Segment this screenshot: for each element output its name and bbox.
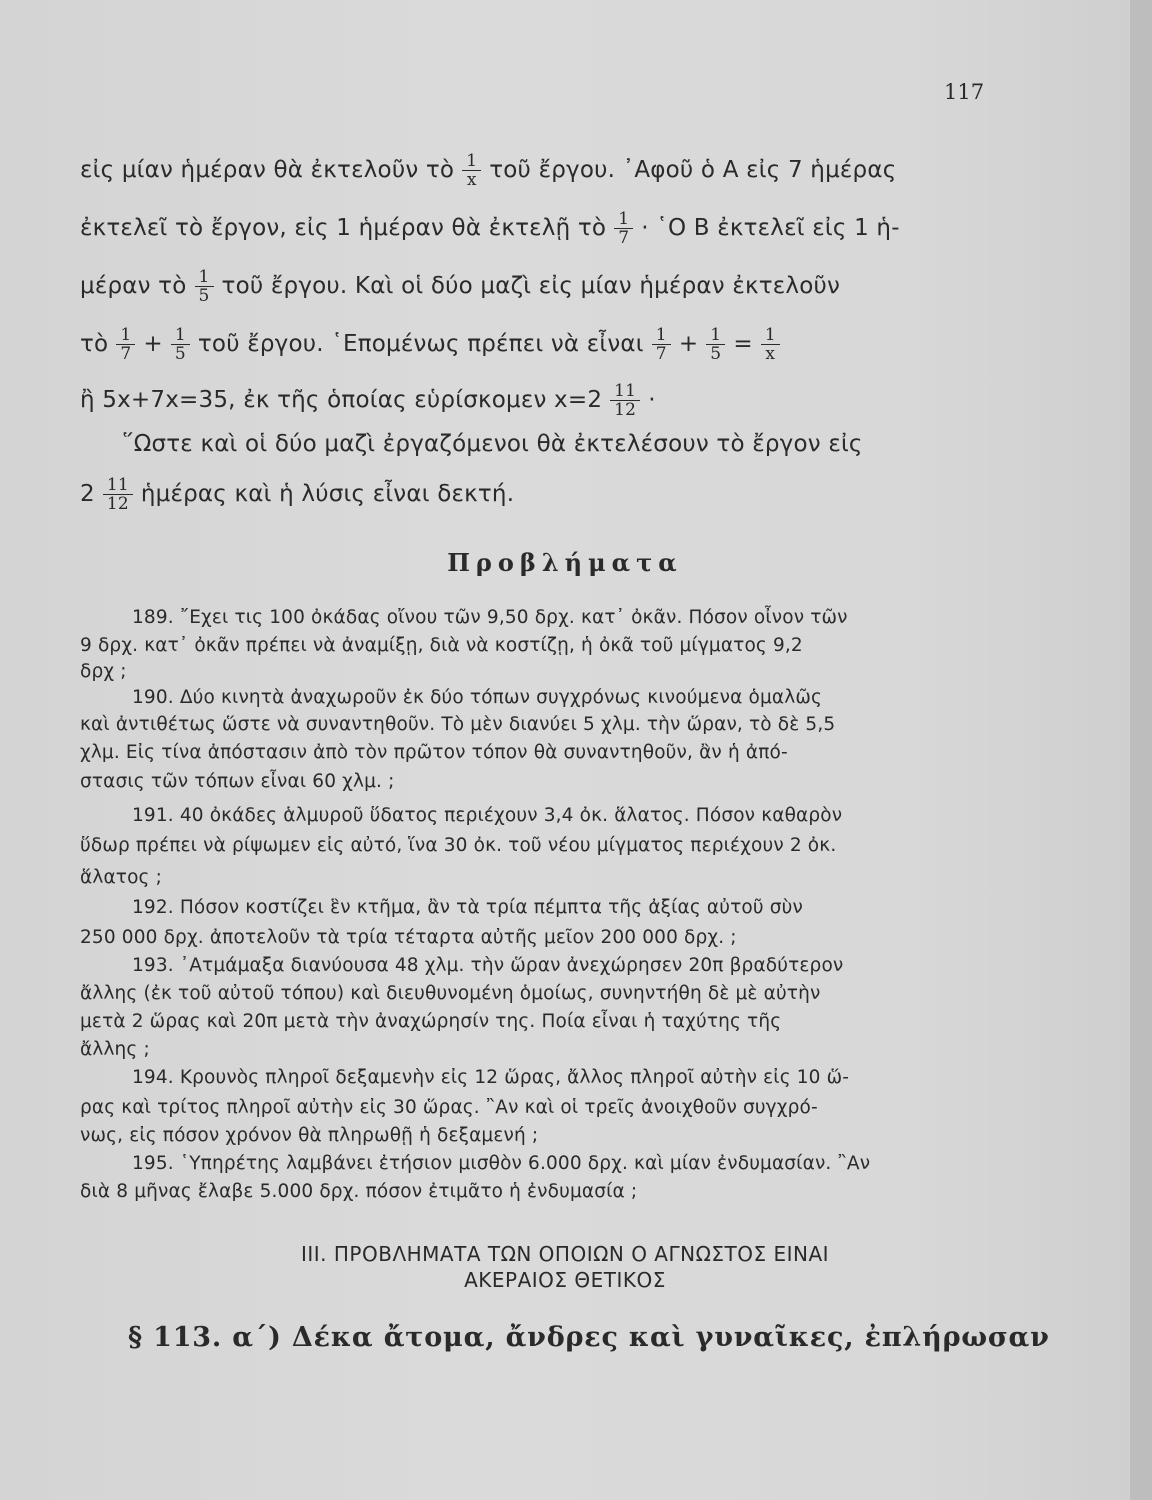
denominator: 5 (710, 344, 722, 364)
fraction (614, 210, 633, 247)
text: τὸ (80, 331, 109, 357)
section-title: Προβλήματα (447, 548, 683, 577)
fraction (706, 326, 725, 363)
denominator: 7 (618, 228, 630, 248)
numerator: 1 (761, 326, 780, 345)
paragraph-heading: § 113. α΄) Δέκα ἄτομα, ἄνδρες καὶ γυναῖκες, ἐπλήρωσαν (128, 1322, 1050, 1353)
problem-line: διὰ 8 μῆνας ἔλαβε 5.000 δρχ. πόσον ἐτιμᾶτο ἡ ἐνδυμασία ; (80, 1181, 638, 1202)
denominator: 7 (120, 344, 132, 364)
problem-line: δρχ ; (80, 661, 127, 682)
numerator: 11 (610, 382, 640, 401)
text: ἡμέρας καὶ ἡ λύσις εἶναι δεκτή. (140, 481, 515, 507)
denominator: 5 (198, 286, 210, 306)
problem-line: ὕδωρ πρέπει νὰ ρίψωμεν εἰς αὐτό, ἵνα 30 ὀκ. τοῦ νέου μίγματος περιέχουν 2 ὀκ. (80, 835, 837, 856)
denominator: x (466, 170, 477, 190)
problem-line: καὶ ἀντιθέτως ὥστε νὰ συναντηθοῦν. Τὸ μὲν διανύει 5 χλμ. τὴν ὥραν, τὸ δὲ 5,5 (80, 714, 836, 735)
numerator: 1 (195, 268, 214, 287)
denominator: 5 (174, 344, 186, 364)
problem-line: 194. Κρουνὸς πληροῖ δεξαμενὴν εἰς 12 ὥρας, ἄλλος πληροῖ αὐτὴν εἰς 10 ὥ- (132, 1067, 850, 1088)
fraction (103, 476, 133, 513)
fraction (610, 382, 640, 419)
chapter-heading-line-2: ΑΚΕΡΑΙΟΣ ΘΕΤΙΚΟΣ (464, 1268, 666, 1292)
problem-line: ἄλλης (ἐκ τοῦ αὐτοῦ τόπου) καὶ διευθυνομένη ὁμοίως, συνηντήθη δὲ μὲ αὐτὴν (80, 983, 821, 1004)
text: τοῦ ἔργου. ῾Επομένως πρέπει νὰ εἶναι (197, 331, 644, 357)
text-line-3 (80, 268, 840, 305)
numerator: 1 (116, 326, 135, 345)
numerator: 1 (614, 210, 633, 229)
problem-line: 189. ῎Εχει τις 100 ὀκάδας οἴνου τῶν 9,50 δρχ. κατ᾿ ὀκᾶν. Πόσον οἶνον τῶν (132, 607, 848, 628)
fraction (171, 326, 190, 363)
denominator: x (765, 344, 776, 364)
text-line-1 (80, 152, 896, 189)
plus-sign: + (143, 331, 163, 357)
problem-line: 192. Πόσον κοστίζει ἓν κτῆμα, ἂν τὰ τρία πέμπτα τῆς ἀξίας αὐτοῦ σὺν (132, 897, 803, 918)
problem-line: 195. ῾Υπηρέτης λαμβάνει ἐτήσιον μισθὸν 6.000 δρχ. καὶ μίαν ἐνδυμασίαν. ῍Αν (132, 1153, 871, 1174)
problem-line: 250 000 δρχ. ἀποτελοῦν τὰ τρία τέταρτα αὐτῆς μεῖον 200 000 δρχ. ; (80, 927, 737, 948)
denominator: 12 (614, 400, 637, 420)
problem-line: 193. ᾿Ατμάμαξα διανύουσα 48 χλμ. τὴν ὥραν ἀνεχώρησεν 20π βραδύτερον (132, 955, 844, 976)
numerator: 1 (652, 326, 671, 345)
numerator: 11 (103, 476, 133, 495)
chapter-heading-line-1: III. ΠΡΟΒΛΗΜΑΤΑ ΤΩΝ ΟΠΟΙΩΝ Ο ΑΓΝΩΣΤΟΣ ΕΙΝΑΙ (300, 1242, 830, 1266)
page-edge (1130, 0, 1152, 1500)
text: · ῾Ο Β ἐκτελεῖ εἰς 1 ἡ- (641, 215, 900, 241)
numerator: 1 (462, 152, 481, 171)
numerator: 1 (171, 326, 190, 345)
fraction (652, 326, 671, 363)
text: τοῦ ἔργου. ᾿Αφοῦ ὁ Α εἰς 7 ἡμέρας (489, 157, 897, 183)
text-line-5 (80, 382, 656, 419)
fraction (462, 152, 481, 189)
text: ἐκτελεῖ τὸ ἔργον, εἰς 1 ἡμέραν θὰ ἐκτελῇ τὸ (80, 215, 607, 241)
fraction (761, 326, 780, 363)
text: 2 (80, 481, 95, 507)
fraction (195, 268, 214, 305)
text-line-6: ῞Ωστε καὶ οἱ δύο μαζὶ ἐργαζόμενοι θὰ ἐκτελέσουν τὸ ἔργον εἰς (122, 431, 863, 457)
text-line-2 (80, 210, 900, 247)
page-number: 117 (944, 80, 985, 104)
denominator: 12 (106, 494, 129, 514)
problem-line: ἄλλης ; (80, 1039, 150, 1060)
problem-line: ρας καὶ τρίτος πληροῖ αὐτὴν εἰς 30 ὥρας. ῍Αν καὶ οἱ τρεῖς ἀνοιχθοῦν συγχρό- (80, 1097, 818, 1118)
text: · (648, 387, 656, 413)
problem-line: νως, εἰς πόσον χρόνον θὰ πληρωθῇ ἡ δεξαμενή ; (80, 1125, 539, 1146)
problem-line: 191. 40 ὀκάδες ἁλμυροῦ ὕδατος περιέχουν 3,4 ὀκ. ἅλατος. Πόσον καθαρὸν (132, 805, 843, 826)
text-line-7 (80, 476, 514, 513)
text: τοῦ ἔργου. Καὶ οἱ δύο μαζὶ εἰς μίαν ἡμέραν ἐκτελοῦν (221, 273, 841, 299)
numerator: 1 (706, 326, 725, 345)
problem-line: 190. Δύο κινητὰ ἀναχωροῦν ἐκ δύο τόπων συγχρόνως κινούμενα ὁμαλῶς (132, 687, 822, 708)
problem-line: ἅλατος ; (80, 867, 162, 888)
plus-sign: + (678, 331, 699, 357)
text: εἰς μίαν ἡμέραν θὰ ἐκτελοῦν τὸ (80, 157, 455, 183)
equals-sign: = (733, 331, 753, 357)
problem-line: μετὰ 2 ὥρας καὶ 20π μετὰ τὴν ἀναχώρησίν της. Ποία εἶναι ἡ ταχύτης τῆς (80, 1011, 782, 1032)
problem-line: στασις τῶν τόπων εἶναι 60 χλμ. ; (80, 771, 395, 792)
text: μέραν τὸ (80, 273, 187, 299)
fraction (116, 326, 135, 363)
problem-line: 9 δρχ. κατ᾿ ὀκᾶν πρέπει νὰ ἀναμίξῃ, διὰ νὰ κοστίζῃ, ἡ ὀκᾶ τοῦ μίγματος 9,2 (80, 635, 803, 656)
problem-line: χλμ. Εἰς τίνα ἀπόστασιν ἀπὸ τὸν πρῶτον τόπον θὰ συναντηθοῦν, ἂν ἡ ἀπό- (80, 742, 788, 763)
denominator: 7 (655, 344, 667, 364)
text: ἢ 5x+7x=35, ἐκ τῆς ὁποίας εὑρίσκομεν x=2 (80, 387, 603, 413)
text-line-4 (80, 326, 788, 363)
